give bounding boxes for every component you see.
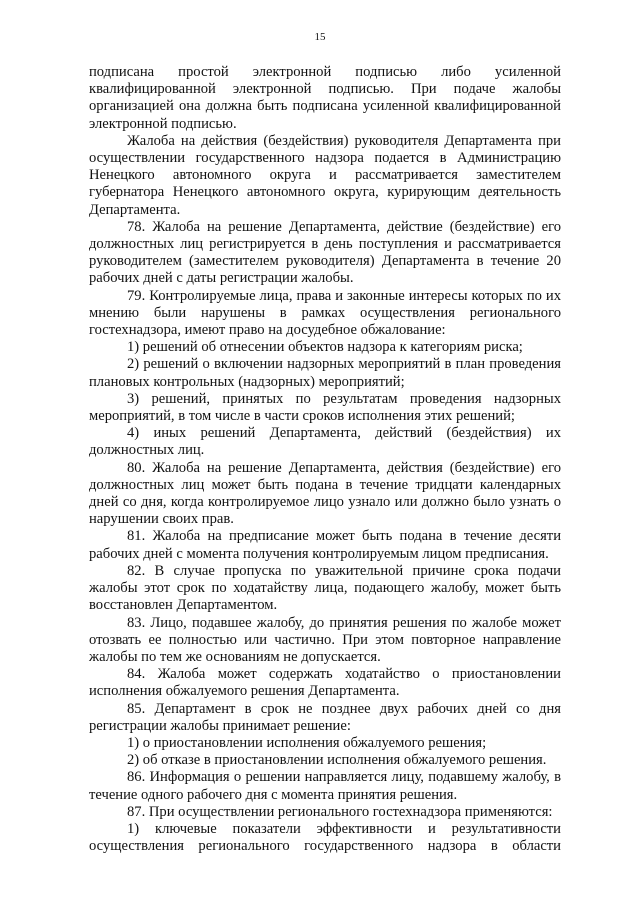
list-item-79-1: 1) решений об отнесении объектов надзора к категориям риска; <box>127 339 523 356</box>
list-item-79-3: 3) решений, принятых по результатам проведения надзорных мероприятий, в том числе в части сроков исполнения этих решений; <box>89 390 561 425</box>
document-body <box>89 64 561 855</box>
paragraph-83: 83. Лицо, подавшее жалобу, до принятия решения по жалобе может отозвать ее полностью или частично. При этом повторное направление жалобы по тем же основаниям не допускается. <box>89 614 561 665</box>
paragraph-continuation: подписана простой электронной подписью либо усиленной квалифицированной электронной подписью. При подаче жалобы организацией она должна быть подписана усиленной квалифицированной электронной подписью. <box>89 64 561 132</box>
list-item-87-1: 1) ключевые показатели эффективности и результативности осуществления регионального государственного надзора в области <box>89 820 561 855</box>
page-number: 15 <box>314 31 326 43</box>
list-item-79-4: 4) иных решений Департамента, действий (бездействия) их должностных лиц. <box>89 425 561 459</box>
paragraph-81: 81. Жалоба на предписание может быть подана в течение десяти рабочих дней с момента получения контролируемым лицом предписания. <box>89 528 561 562</box>
list-item-79-2: 2) решений о включении надзорных мероприятий в план проведения плановых контрольных (надзорных) мероприятий; <box>89 356 561 390</box>
paragraph-85: 85. Департамент в срок не позднее двух рабочих дней со дня регистрации жалобы принимает решение: <box>89 700 561 734</box>
paragraph-82: 82. В случае пропуска по уважительной причине срока подачи жалобы этот срок по ходатайству лица, подающего жалобу, может быть восстановлен Департаментом. <box>89 562 561 614</box>
paragraph-84: 84. Жалоба может содержать ходатайство о приостановлении исполнения обжалуемого решения Департамента. <box>89 666 561 700</box>
paragraph-80: 80. Жалоба на решение Департамента, действия (бездействие) его должностных лиц может быть подана в течение тридцати календарных дней со дня, когда контролируемое лицо узнало или должно было узнать о нарушении своих прав. <box>89 459 561 528</box>
paragraph-79: 79. Контролируемые лица, права и законные интересы которых по их мнению были нарушены в рамках осуществления регионального гостехнадзора, имеют право на досудебное обжалование: <box>89 287 561 339</box>
paragraph-78: 78. Жалоба на решение Департамента, действие (бездействие) его должностных лиц регистрируется в день поступления и рассматривается руководителем (заместителем руководителя) Департамента в течение 20 рабочих дней с даты регистрации жалобы. <box>89 218 561 287</box>
paragraph-complaint-head: Жалоба на действия (бездействия) руководителя Департамента при осуществлении государственного надзора подается в Администрацию Ненецкого автономного округа и рассматривается заместителем губернатора Ненецкого автономного округа, курирующим деятельность Департамента. <box>89 132 561 218</box>
list-item-85-2: 2) об отказе в приостановлении исполнения обжалуемого решения. <box>127 752 547 769</box>
paragraph-87: 87. При осуществлении регионального гостехнадзора применяются: <box>127 803 553 820</box>
paragraph-86: 86. Информация о решении направляется лицу, подавшему жалобу, в течение одного рабочего дня с момента принятия решения. <box>89 769 561 803</box>
list-item-85-1: 1) о приостановлении исполнения обжалуемого решения; <box>127 734 487 751</box>
